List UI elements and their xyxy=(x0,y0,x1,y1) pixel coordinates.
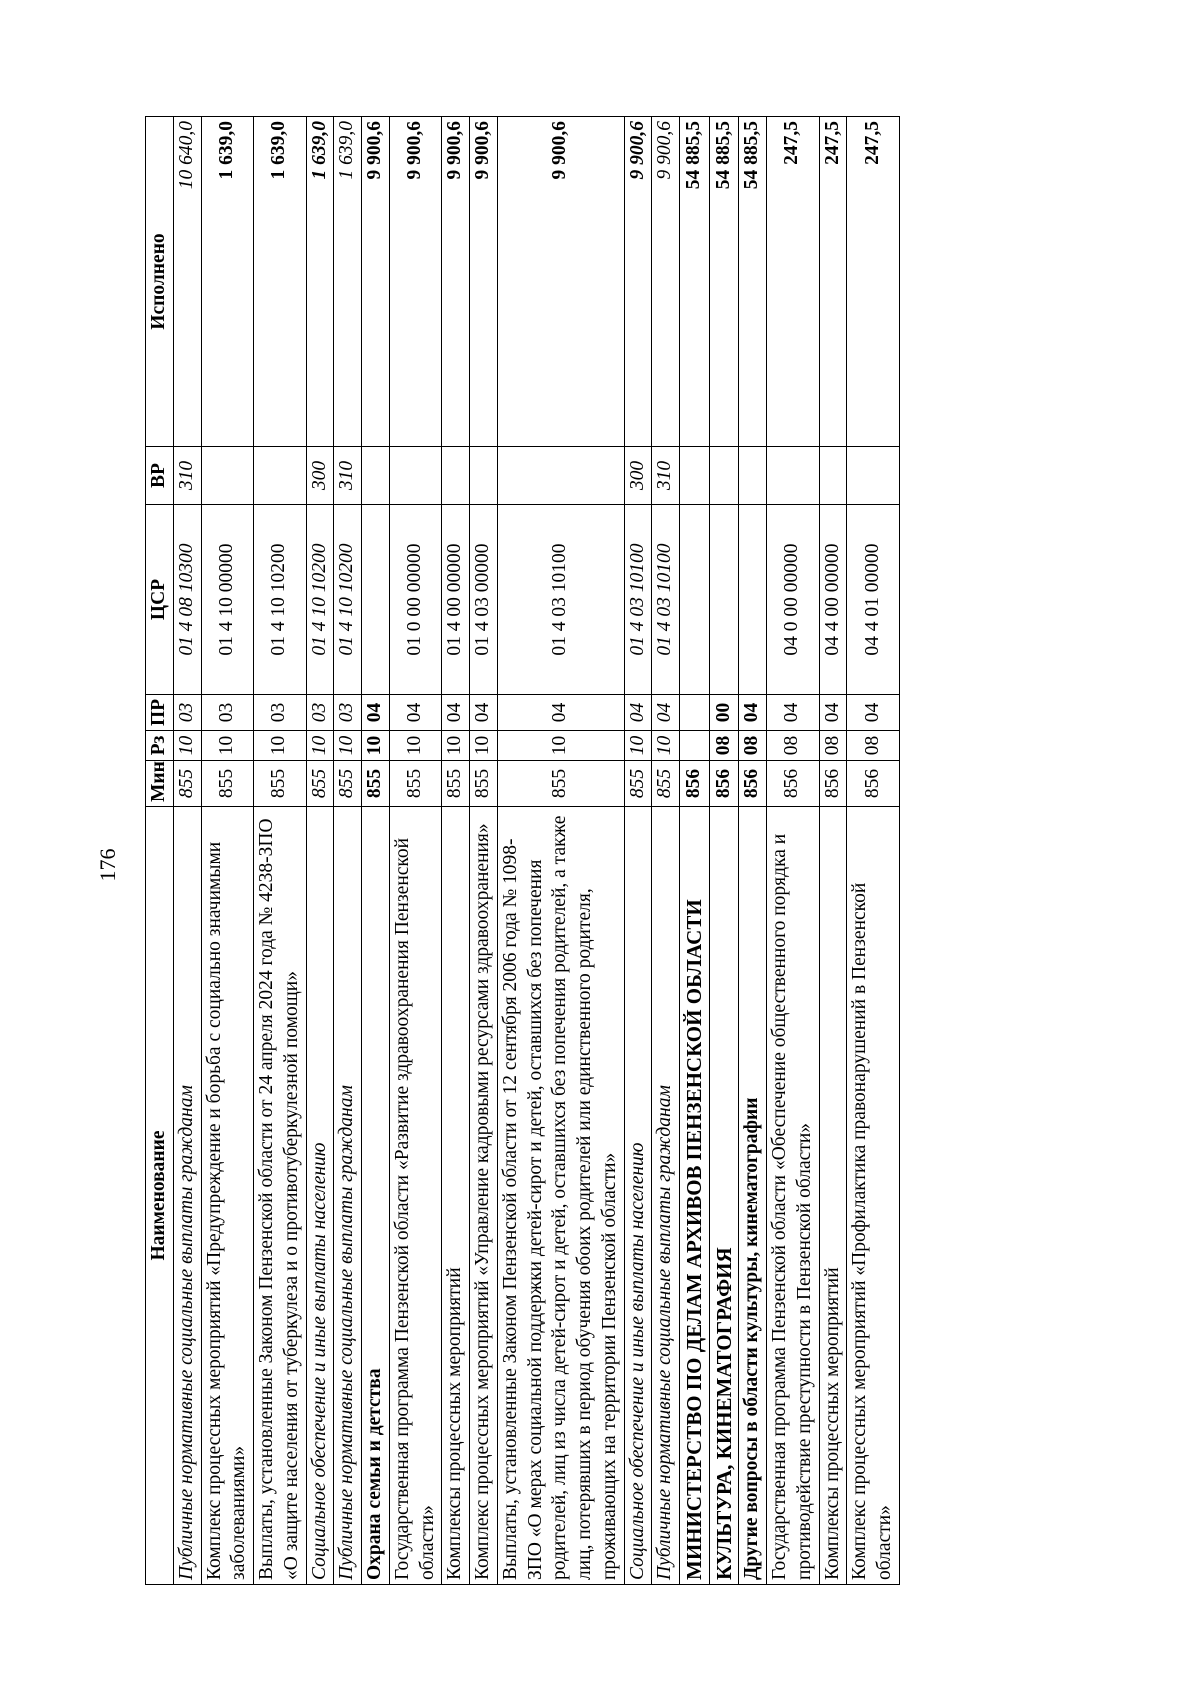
cell-name: Выплаты, установленные Законом Пензенской области от 24 апреля 2024 года № 4238-ЗПО «О защите населения от туберкулеза и о противотуберкулезной помощи» xyxy=(254,807,307,1585)
cell-isp: 9 900,6 xyxy=(497,117,624,447)
cell-csr xyxy=(709,505,739,695)
table-row xyxy=(201,117,254,1585)
cell-min: 855 xyxy=(389,761,442,807)
table-row xyxy=(739,117,767,1585)
cell-vr: 310 xyxy=(652,447,680,505)
cell-min: 855 xyxy=(624,761,652,807)
cell-vr xyxy=(389,447,442,505)
table-row xyxy=(819,117,847,1585)
cell-min: 855 xyxy=(306,761,334,807)
table-row xyxy=(709,117,739,1585)
cell-vr: 310 xyxy=(334,447,362,505)
cell-isp: 247,5 xyxy=(847,117,900,447)
cell-isp: 54 885,5 xyxy=(709,117,739,447)
cell-name: Публичные нормативные социальные выплаты гражданам xyxy=(334,807,362,1585)
cell-csr: 01 4 10 10200 xyxy=(306,505,334,695)
cell-pr: 04 xyxy=(739,695,767,731)
table-row xyxy=(306,117,334,1585)
cell-pr: 03 xyxy=(254,695,307,731)
cell-name: Комплекс процессных мероприятий «Предупреждение и борьба с социально значимыми заболеваниями» xyxy=(201,807,254,1585)
cell-vr: 300 xyxy=(306,447,334,505)
cell-vr xyxy=(847,447,900,505)
table-row xyxy=(847,117,900,1585)
cell-name: Социальное обеспечение и иные выплаты населению xyxy=(624,807,652,1585)
cell-isp: 54 885,5 xyxy=(680,117,710,447)
cell-name: Публичные нормативные социальные выплаты гражданам xyxy=(652,807,680,1585)
cell-rz: 10 xyxy=(334,731,362,761)
cell-pr: 04 xyxy=(497,695,624,731)
cell-pr: 03 xyxy=(173,695,201,731)
cell-isp: 1 639,0 xyxy=(254,117,307,447)
cell-name: Комплекс процессных мероприятий «Профилактика правонарушений в Пензенской области» xyxy=(847,807,900,1585)
table-row xyxy=(389,117,442,1585)
cell-rz: 10 xyxy=(306,731,334,761)
cell-csr: 04 4 01 00000 xyxy=(847,505,900,695)
header-csr: ЦСР xyxy=(146,505,174,695)
cell-name: Комплексы процессных мероприятий xyxy=(819,807,847,1585)
cell-name: Выплаты, установленные Законом Пензенской области от 12 сентября 2006 года № 1098-ЗПО «О мерах социальной поддержки детей-сирот и детей, оставшихся без попечения родителей, лиц из числа детей-сирот и детей, оставшихся без попечения родителей, а также лиц, потерявших в период обучения обоих родителей или единственного родителя, проживающих на территории Пензенской области» xyxy=(497,807,624,1585)
cell-isp: 1 639,0 xyxy=(334,117,362,447)
header-min: Мин xyxy=(146,761,174,807)
cell-min: 856 xyxy=(709,761,739,807)
cell-csr: 01 4 03 10100 xyxy=(624,505,652,695)
cell-vr xyxy=(254,447,307,505)
header-pr: ПР xyxy=(146,695,174,731)
header-isp: Исполнено xyxy=(146,117,174,447)
cell-csr: 01 4 03 10100 xyxy=(497,505,624,695)
cell-vr xyxy=(819,447,847,505)
cell-isp: 9 900,6 xyxy=(389,117,442,447)
cell-csr: 01 4 10 10200 xyxy=(254,505,307,695)
cell-name: МИНИСТЕРСТВО ПО ДЕЛАМ АРХИВОВ ПЕНЗЕНСКОЙ ОБЛАСТИ xyxy=(680,807,710,1585)
cell-min: 855 xyxy=(497,761,624,807)
cell-csr: 01 4 00 00000 xyxy=(442,505,470,695)
table-row xyxy=(652,117,680,1585)
cell-min: 855 xyxy=(173,761,201,807)
cell-csr xyxy=(680,505,710,695)
cell-csr: 01 4 03 10100 xyxy=(652,505,680,695)
cell-pr: 00 xyxy=(709,695,739,731)
rotated-page-content xyxy=(145,117,1045,1585)
table-row xyxy=(442,117,470,1585)
cell-isp: 9 900,6 xyxy=(624,117,652,447)
cell-isp: 1 639,0 xyxy=(306,117,334,447)
cell-name: Другие вопросы в области культуры, кинематографии xyxy=(739,807,767,1585)
cell-rz: 10 xyxy=(652,731,680,761)
cell-min: 855 xyxy=(201,761,254,807)
cell-isp: 54 885,5 xyxy=(739,117,767,447)
cell-rz: 10 xyxy=(470,731,498,761)
table-header-row xyxy=(146,117,174,1585)
header-name: Наименование xyxy=(146,807,174,1585)
table-row xyxy=(497,117,624,1585)
cell-pr: 04 xyxy=(389,695,442,731)
cell-vr xyxy=(201,447,254,505)
cell-pr: 04 xyxy=(847,695,900,731)
cell-vr xyxy=(497,447,624,505)
cell-name: Государственная программа Пензенской области «Развитие здравоохранения Пензенской области» xyxy=(389,807,442,1585)
cell-isp: 9 900,6 xyxy=(442,117,470,447)
cell-isp: 247,5 xyxy=(819,117,847,447)
cell-vr xyxy=(680,447,710,505)
cell-isp: 9 900,6 xyxy=(652,117,680,447)
cell-csr xyxy=(739,505,767,695)
cell-rz: 10 xyxy=(201,731,254,761)
cell-vr xyxy=(709,447,739,505)
cell-name: Охрана семьи и детства xyxy=(362,807,390,1585)
cell-csr: 01 4 10 00000 xyxy=(201,505,254,695)
header-rz: Рз xyxy=(146,731,174,761)
cell-rz xyxy=(680,731,710,761)
cell-name: КУЛЬТУРА, КИНЕМАТОГРАФИЯ xyxy=(709,807,739,1585)
cell-rz: 10 xyxy=(254,731,307,761)
cell-csr: 01 4 10 10200 xyxy=(334,505,362,695)
table-row xyxy=(470,117,498,1585)
cell-min: 856 xyxy=(767,761,820,807)
cell-pr: 04 xyxy=(362,695,390,731)
cell-pr: 04 xyxy=(624,695,652,731)
cell-isp: 9 900,6 xyxy=(362,117,390,447)
table-row xyxy=(173,117,201,1585)
cell-rz: 10 xyxy=(497,731,624,761)
cell-rz: 08 xyxy=(709,731,739,761)
cell-isp: 1 639,0 xyxy=(201,117,254,447)
cell-pr: 04 xyxy=(767,695,820,731)
table-row xyxy=(362,117,390,1585)
page-number: 176 xyxy=(95,848,120,882)
cell-min: 856 xyxy=(819,761,847,807)
cell-vr xyxy=(739,447,767,505)
table-row xyxy=(767,117,820,1585)
cell-rz: 10 xyxy=(173,731,201,761)
cell-csr: 04 4 00 00000 xyxy=(819,505,847,695)
cell-csr: 01 4 03 00000 xyxy=(470,505,498,695)
table-row xyxy=(680,117,710,1585)
cell-rz: 08 xyxy=(819,731,847,761)
cell-isp: 10 640,0 xyxy=(173,117,201,447)
cell-name: Государственная программа Пензенской области «Обеспечение общественного порядка и противодействие преступности в Пензенской области» xyxy=(767,807,820,1585)
cell-pr xyxy=(680,695,710,731)
cell-vr xyxy=(442,447,470,505)
cell-rz: 08 xyxy=(847,731,900,761)
cell-pr: 04 xyxy=(819,695,847,731)
table-row xyxy=(334,117,362,1585)
cell-name: Комплекс процессных мероприятий «Управление кадровыми ресурсами здравоохранения» xyxy=(470,807,498,1585)
cell-min: 855 xyxy=(470,761,498,807)
cell-name: Комплексы процессных мероприятий xyxy=(442,807,470,1585)
cell-min: 855 xyxy=(362,761,390,807)
cell-rz: 10 xyxy=(624,731,652,761)
table-row xyxy=(624,117,652,1585)
cell-isp: 247,5 xyxy=(767,117,820,447)
cell-rz: 08 xyxy=(739,731,767,761)
cell-vr xyxy=(362,447,390,505)
cell-name: Социальное обеспечение и иные выплаты населению xyxy=(306,807,334,1585)
cell-isp: 9 900,6 xyxy=(470,117,498,447)
cell-csr: 04 0 00 00000 xyxy=(767,505,820,695)
cell-pr: 04 xyxy=(442,695,470,731)
cell-min: 855 xyxy=(254,761,307,807)
cell-min: 855 xyxy=(442,761,470,807)
cell-pr: 03 xyxy=(306,695,334,731)
cell-min: 856 xyxy=(680,761,710,807)
cell-rz: 10 xyxy=(389,731,442,761)
table-row xyxy=(254,117,307,1585)
cell-pr: 04 xyxy=(652,695,680,731)
cell-rz: 10 xyxy=(362,731,390,761)
cell-rz: 10 xyxy=(442,731,470,761)
cell-pr: 03 xyxy=(201,695,254,731)
cell-csr xyxy=(362,505,390,695)
cell-min: 856 xyxy=(847,761,900,807)
cell-vr: 310 xyxy=(173,447,201,505)
cell-min: 855 xyxy=(334,761,362,807)
budget-table xyxy=(145,116,900,1585)
cell-csr: 01 4 08 10300 xyxy=(173,505,201,695)
cell-vr xyxy=(470,447,498,505)
cell-vr xyxy=(767,447,820,505)
cell-name: Публичные нормативные социальные выплаты гражданам xyxy=(173,807,201,1585)
header-vr: ВР xyxy=(146,447,174,505)
cell-pr: 04 xyxy=(470,695,498,731)
cell-vr: 300 xyxy=(624,447,652,505)
cell-rz: 08 xyxy=(767,731,820,761)
cell-min: 855 xyxy=(652,761,680,807)
cell-csr: 01 0 00 00000 xyxy=(389,505,442,695)
cell-pr: 03 xyxy=(334,695,362,731)
cell-min: 856 xyxy=(739,761,767,807)
